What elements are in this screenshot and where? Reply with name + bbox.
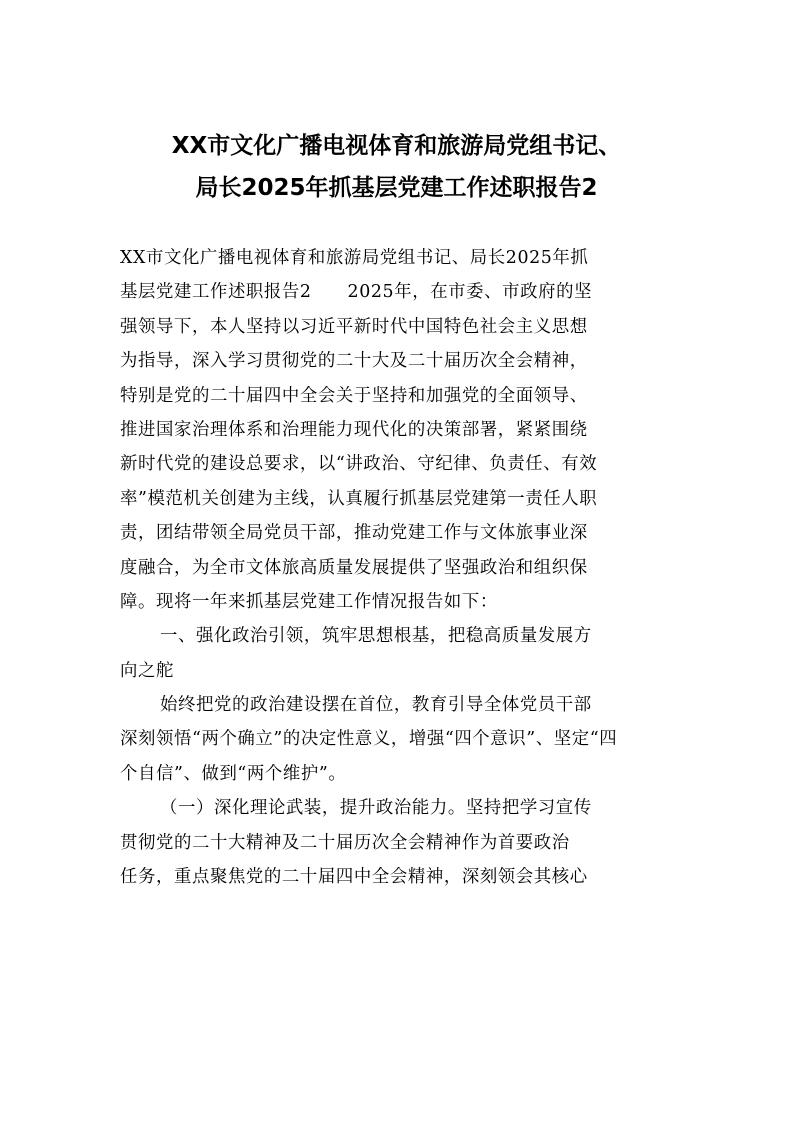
body-line: 新时代党的建设总要求，以“讲政治、守纪律、负责任、有效	[120, 454, 598, 475]
body-line: 为指导，深入学习贯彻党的二十大及二十届历次全会精神，	[120, 351, 588, 372]
body-line: 率”模范机关创建为主线，认真履行抓基层党建第一责任人职	[120, 488, 598, 509]
document-body	[120, 241, 680, 894]
body-line: 强领导下，本人坚持以习近平新时代中国特色社会主义思想	[120, 316, 588, 337]
section-heading-line: 向之舵	[120, 660, 174, 681]
body-line: 个自信”、做到“两个维护”。	[120, 763, 347, 784]
body-line: 度融合，为全市文体旅高质量发展提供了坚强政治和组织保	[120, 557, 588, 578]
subsection-line: （一）深化理论武装，提升政治能力。坚持把学习宣传	[160, 798, 592, 819]
body-line: 始终把党的政治建设摆在首位，教育引导全体党员干部	[160, 695, 592, 716]
body-line: XX市文化广播电视体育和旅游局党组书记、局长2025年抓	[120, 248, 589, 268]
body-line: 责，团结带领全局党员干部，推动党建工作与文体旅事业深	[120, 523, 588, 544]
body-line: 推进国家治理体系和治理能力现代化的决策部署，紧紧围绕	[120, 419, 588, 440]
body-line: 贯彻党的二十大精神及二十届历次全会精神作为首要政治	[120, 832, 570, 853]
document-title-line-1: XX市文化广播电视体育和旅游局党组书记、	[171, 133, 622, 159]
body-line: 障。现将一年来抓基层党建工作情况报告如下：	[120, 591, 498, 612]
body-line: 特别是党的二十届四中全会关于坚持和加强党的全面领导、	[120, 385, 588, 406]
body-line: 基层党建工作述职报告2 2025年，在市委、市政府的坚	[120, 282, 593, 303]
body-line: 任务，重点聚焦党的二十届四中全会精神，深刻领会其核心	[120, 867, 588, 888]
document-title-line-2: 局长2025年抓基层党建工作述职报告2	[195, 175, 598, 201]
body-line: 深刻领悟“两个确立”的决定性意义，增强“四个意识”、坚定“四	[120, 729, 618, 750]
section-heading-line: 一、强化政治引领，筑牢思想根基，把稳高质量发展方	[160, 626, 592, 647]
